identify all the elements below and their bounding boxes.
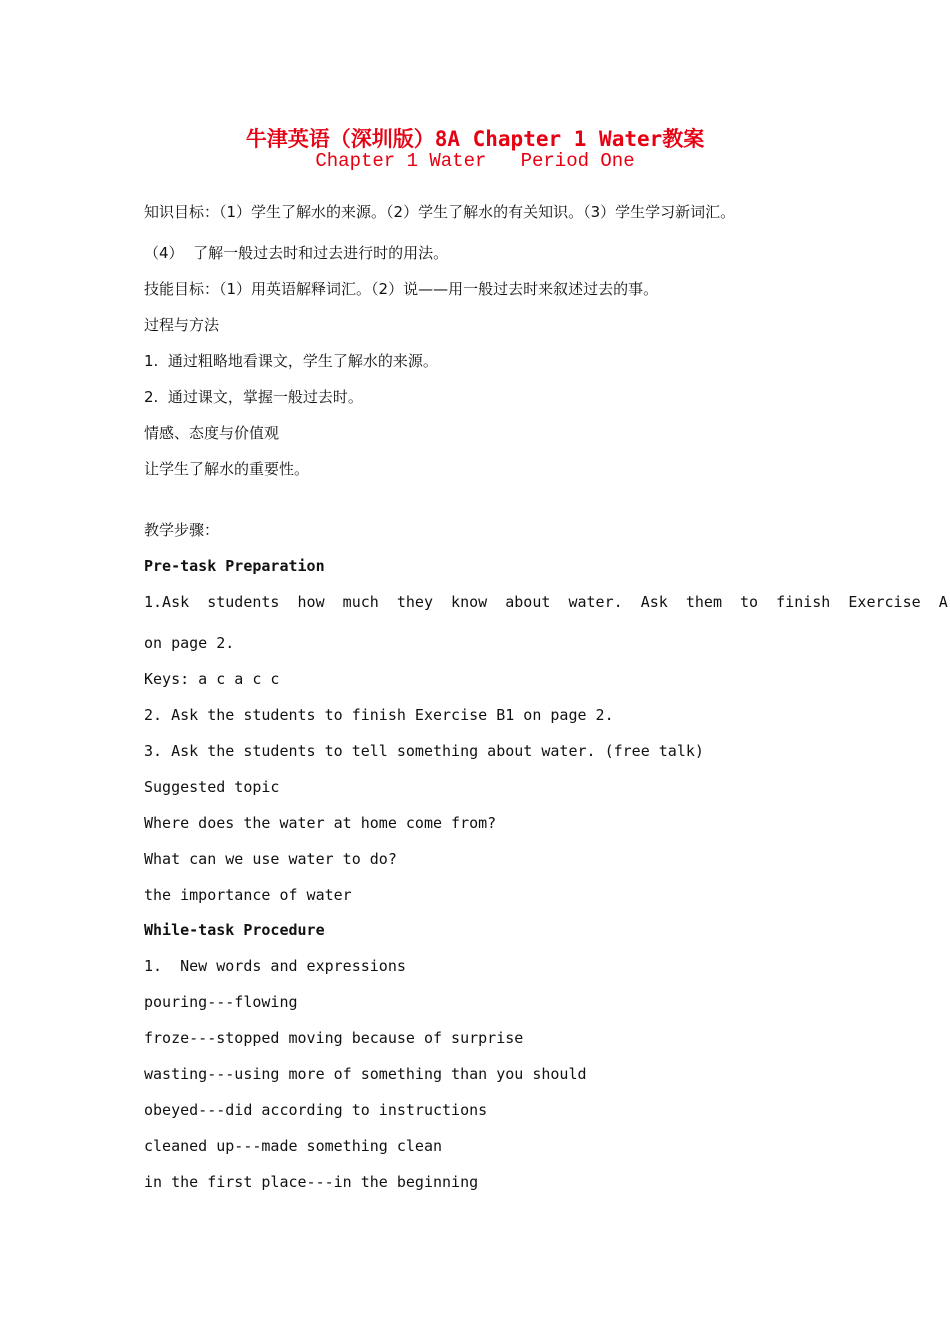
new-words-heading: 1. New words and expressions — [144, 957, 406, 975]
word-pouring: pouring---flowing — [144, 993, 298, 1011]
document-subtitle: Chapter 1 Water Period One — [315, 150, 635, 172]
document-title: 牛津英语（深圳版）8A Chapter 1 Water教案 — [245, 127, 705, 151]
skill-goals: 技能目标：（1）用英语解释词汇。（2）说——用一般过去时来叙述过去的事。 — [144, 280, 659, 298]
topic-1: Where does the water at home come from? — [144, 814, 497, 832]
step-3: 3. Ask the students to tell something about water. (free talk) — [144, 742, 704, 760]
pre-task-heading: Pre-task Preparation — [144, 557, 325, 575]
while-task-heading: While-task Procedure — [144, 921, 325, 939]
process-methods-heading: 过程与方法 — [144, 316, 220, 334]
step-2: 2. Ask the students to finish Exercise B1 on page 2. — [144, 706, 614, 724]
topic-2: What can we use water to do? — [144, 850, 397, 868]
step-1-line-1: 1.Ask students how much they know about water. Ask them to finish Exercise A — [144, 593, 948, 611]
word-cleaned-up: cleaned up---made something clean — [144, 1137, 443, 1155]
attitude-heading: 情感、态度与价值观 — [144, 424, 280, 442]
word-froze: froze---stopped moving because of surprise — [144, 1029, 524, 1047]
knowledge-goals-4: （4） 了解一般过去时和过去进行时的用法。 — [144, 244, 449, 262]
topic-3: the importance of water — [144, 886, 352, 904]
knowledge-goals: 知识目标：（1）学生了解水的来源。（2）学生了解水的有关知识。（3）学生学习新词汇。 — [144, 203, 736, 221]
process-item-2: 2. 通过课文，掌握一般过去时。 — [144, 388, 363, 406]
word-first-place: in the first place---in the beginning — [144, 1173, 479, 1191]
word-wasting: wasting---using more of something than you should — [144, 1065, 587, 1083]
process-item-1: 1. 通过粗略地看课文，学生了解水的来源。 — [144, 352, 438, 370]
attitude-text: 让学生了解水的重要性。 — [144, 460, 310, 478]
suggested-topic: Suggested topic — [144, 778, 280, 796]
word-obeyed: obeyed---did according to instructions — [144, 1101, 488, 1119]
teaching-steps-heading: 教学步骤： — [144, 521, 220, 539]
step-1-line-2: on page 2. — [144, 634, 235, 652]
keys-line: Keys: a c a c c — [144, 670, 280, 688]
